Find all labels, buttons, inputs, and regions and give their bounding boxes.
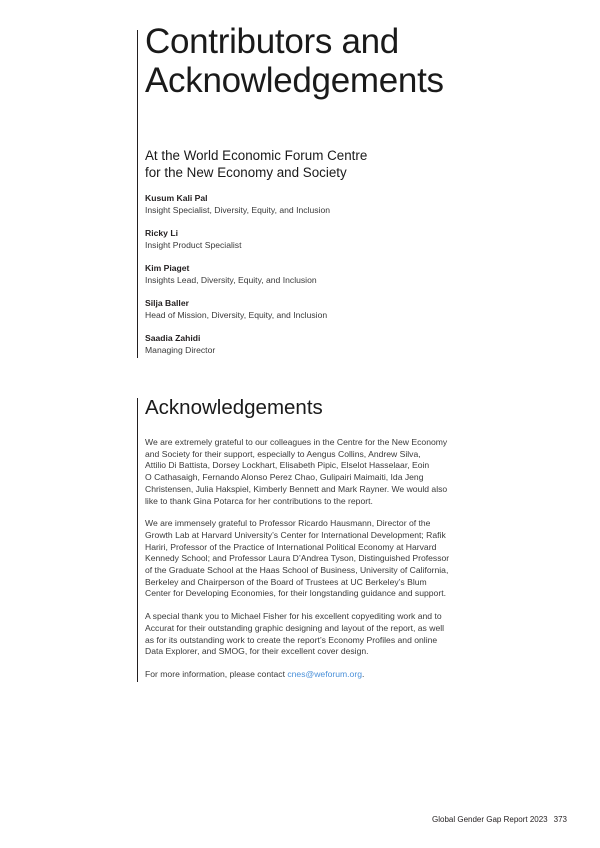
page-footer xyxy=(432,815,567,825)
paragraph-line: Hariri, Professor of the Practice of International Political Economy at Harvard xyxy=(145,541,437,552)
paragraph-line: Attilio Di Battista, Dorsey Lockhart, Elisabeth Pipic, Elselot Hasselaar, Eoin xyxy=(145,460,430,471)
vertical-rule-bottom xyxy=(137,398,138,682)
vertical-rule-top xyxy=(137,30,138,358)
acknowledgements-paragraph-1 xyxy=(145,437,465,507)
contributor-role: Insights Lead, Diversity, Equity, and Inclusion xyxy=(145,275,317,285)
contributor-name: Silja Baller xyxy=(145,298,189,308)
page-title-line-2: Acknowledgements xyxy=(145,61,444,100)
contributor-role: Head of Mission, Diversity, Equity, and Inclusion xyxy=(145,310,328,320)
paragraph-line: Kennedy School; and Professor Laura D’Andrea Tyson, Distinguished Professor xyxy=(145,553,450,564)
paragraph-line: Data Explorer, and SMOG, for their excellent cover design. xyxy=(145,646,369,657)
contributors-list xyxy=(145,192,465,367)
contact-suffix: . xyxy=(361,668,365,679)
contact-line xyxy=(145,669,465,681)
contributor-item xyxy=(145,297,465,332)
contributor-role: Insight Product Specialist xyxy=(145,240,242,250)
report-name: Global Gender Gap Report 2023 xyxy=(432,815,548,824)
acknowledgements-body xyxy=(145,437,465,692)
centre-heading-line-2: for the New Economy and Society xyxy=(145,165,347,180)
acknowledgements-heading: Acknowledgements xyxy=(145,396,323,419)
paragraph-line: Berkeley and Chairperson of the Board of Trustees at UC Berkeley’s Blum xyxy=(145,576,427,587)
page-title xyxy=(145,22,444,100)
contact-email-link[interactable]: cnes@weforum.org xyxy=(287,668,362,679)
paragraph-line: Accurat for their outstanding graphic designing and layout of the report, as well xyxy=(145,622,445,633)
page-title-line-1: Contributors and xyxy=(145,22,399,61)
contributor-name: Kusum Kali Pal xyxy=(145,193,208,203)
acknowledgements-paragraph-2 xyxy=(145,518,465,600)
paragraph-line: and Society for their support, especially to Aengus Collins, Andrew Silva, xyxy=(145,448,421,459)
centre-heading-line-1: At the World Economic Forum Centre xyxy=(145,148,368,163)
contributor-item xyxy=(145,262,465,297)
paragraph-line: as for its outstanding work to create the report’s Economy Profiles and online xyxy=(145,634,438,645)
paragraph-line: Center for Developing Economies, for their longstanding guidance and support. xyxy=(145,588,446,599)
contributor-item xyxy=(145,227,465,262)
paragraph-line: Christensen, Julia Hakspiel, Kimberly Bennett and Mark Rayner. We would also xyxy=(145,483,448,494)
page-number: 373 xyxy=(553,815,567,824)
contributor-role: Insight Specialist, Diversity, Equity, and Inclusion xyxy=(145,205,331,215)
contributor-name: Saadia Zahidi xyxy=(145,333,201,343)
paragraph-line: We are extremely grateful to our colleagues in the Centre for the New Economy xyxy=(145,437,448,447)
paragraph-line: O Cathasaigh, Fernando Alonso Perez Chao, Gulipairi Maimaiti, Ida Jeng xyxy=(145,472,424,483)
paragraph-line: A special thank you to Michael Fisher for his excellent copyediting work and to xyxy=(145,611,442,622)
contact-prefix: For more information, please contact xyxy=(145,668,288,679)
contributor-name: Ricky Li xyxy=(145,228,178,238)
paragraph-line: Growth Lab at Harvard University’s Center for International Development; Rafik xyxy=(145,529,446,540)
paragraph-line: like to thank Gina Potarca for her contributions to the report. xyxy=(145,495,373,506)
contributor-item xyxy=(145,192,465,227)
centre-heading xyxy=(145,147,445,181)
contributor-role: Managing Director xyxy=(145,345,216,355)
contributor-name: Kim Piaget xyxy=(145,263,190,273)
contributor-item xyxy=(145,332,465,367)
paragraph-line: of the Graduate School at the Haas School of Business, University of California, xyxy=(145,565,449,576)
paragraph-line: We are immensely grateful to Professor Ricardo Hausmann, Director of the xyxy=(145,518,431,529)
acknowledgements-paragraph-3 xyxy=(145,611,465,658)
